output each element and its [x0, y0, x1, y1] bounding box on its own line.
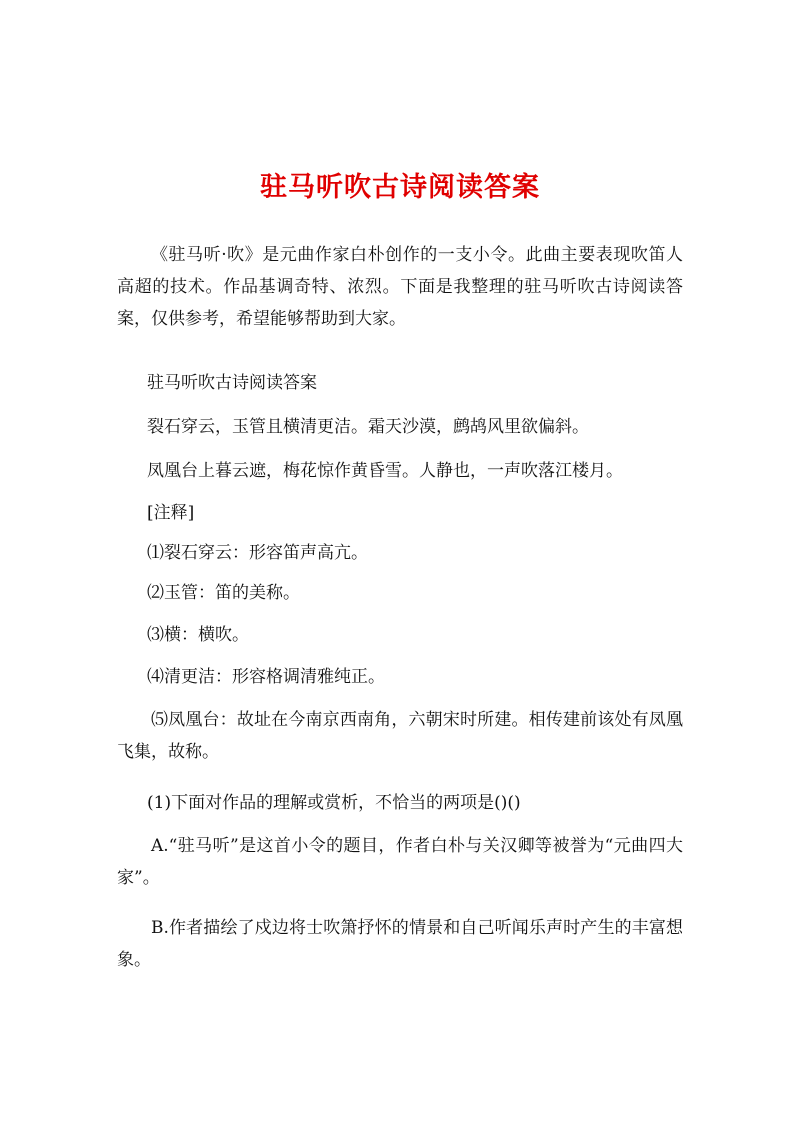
- notes-heading: [注释]: [147, 503, 195, 523]
- document-title: 驻马听吹古诗阅读答案: [260, 172, 540, 203]
- section-subtitle: 驻马听吹古诗阅读答案: [147, 373, 317, 393]
- note-2: ⑵玉管：笛的美称。: [147, 583, 300, 603]
- poem-line-1: 裂石穿云，玉管且横清更洁。霜天沙漠，鹧鸪风里欲偏斜。: [147, 417, 589, 437]
- intro-paragraph: 《驻马听·吹》是元曲作家白朴创作的一支小令。此曲主要表现吹笛人高超的技术。作品基调奇特、浓烈。下面是我整理的驻马听吹古诗阅读答案，仅供参考，希望能够帮助到大家。: [117, 245, 683, 329]
- note-3: ⑶横：横吹。: [147, 625, 249, 645]
- option-a: A.“驻马听”是这首小令的题目，作者白朴与关汉卿等被誉为“元曲四大家”。: [117, 836, 683, 888]
- note-1: ⑴裂石穿云：形容笛声高亢。: [147, 543, 368, 563]
- poem-line-2: 凤凰台上暮云遮，梅花惊作黄昏雪。人静也，一声吹落江楼月。: [147, 461, 623, 481]
- note-4: ⑷清更洁：形容格调清雅纯正。: [147, 667, 385, 687]
- note-5: ⑸凤凰台：故址在今南京西南角，六朝宋时所建。相传建前该处有凤凰飞集，故称。: [117, 710, 683, 762]
- option-b: B.作者描绘了戍边将士吹箫抒怀的情景和自己听闻乐声时产生的丰富想象。: [117, 918, 683, 970]
- question-1: (1)下面对作品的理解或赏析，不恰当的两项是()(): [147, 793, 521, 813]
